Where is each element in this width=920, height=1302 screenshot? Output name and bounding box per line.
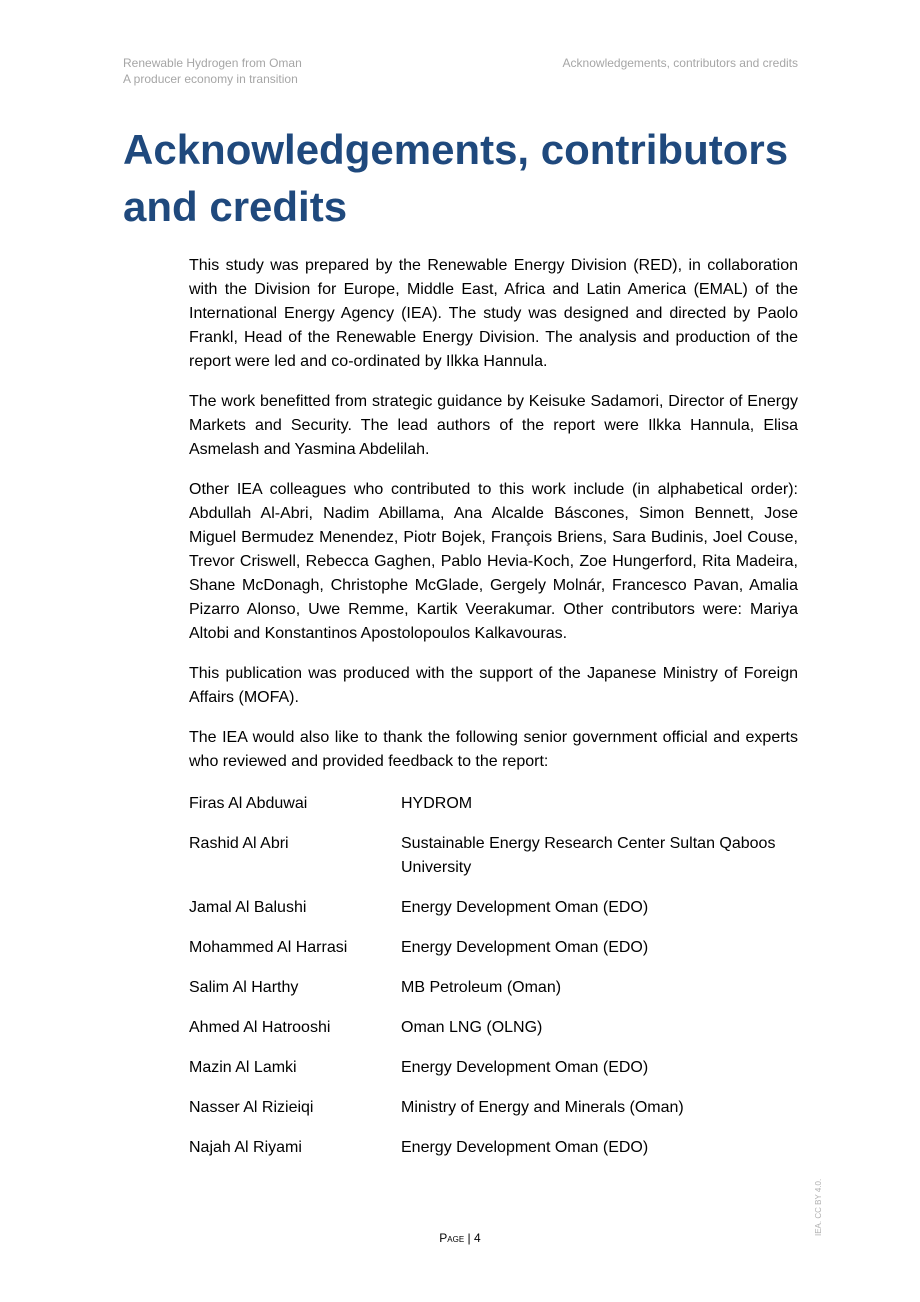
paragraph: The work benefitted from strategic guidance by Keisuke Sadamori, Director of Energy Markets and Security. The lead authors of the report were Ilkka Hannula, Elisa Asmelash and Yasmina Abdelilah. xyxy=(189,393,798,458)
paragraph: This publication was produced with the support of the Japanese Ministry of Foreign Affairs (MOFA). xyxy=(189,665,798,706)
reviewer-name: Firas Al Abduwai xyxy=(189,795,308,812)
reviewer-organization: Energy Development Oman (EDO) xyxy=(401,1139,649,1156)
reviewer-name: Rashid Al Abri xyxy=(189,835,289,852)
body-text xyxy=(189,254,798,1176)
page-number: 4 xyxy=(474,1231,481,1245)
reviewer-name: Najah Al Riyami xyxy=(189,1139,302,1156)
report-subtitle: A producer economy in transition xyxy=(123,72,298,86)
reviewer-row xyxy=(189,936,798,960)
reviewer-name: Mazin Al Lamki xyxy=(189,1059,297,1076)
reviewer-row xyxy=(189,976,798,1000)
page-number-footer xyxy=(0,1230,920,1246)
reviewer-organization: Energy Development Oman (EDO) xyxy=(401,939,649,956)
reviewer-organization: Oman LNG (OLNG) xyxy=(401,1019,543,1036)
reviewer-row xyxy=(189,792,798,816)
reviewer-name: Salim Al Harthy xyxy=(189,979,299,996)
running-header-section: Acknowledgements, contributors and credits xyxy=(562,56,798,70)
reviewer-organization: HYDROM xyxy=(401,795,473,812)
page-separator: | xyxy=(467,1231,471,1245)
reviewer-name: Ahmed Al Hatrooshi xyxy=(189,1019,331,1036)
page-label: Page xyxy=(439,1231,465,1245)
reviewer-name: Mohammed Al Harrasi xyxy=(189,939,348,956)
reviewer-name: Nasser Al Rizieiqi xyxy=(189,1099,314,1116)
reviewer-organization: Energy Development Oman (EDO) xyxy=(401,1059,649,1076)
reviewer-organization: MB Petroleum (Oman) xyxy=(401,979,562,996)
reviewer-organization: Energy Development Oman (EDO) xyxy=(401,899,649,916)
reviewer-row xyxy=(189,1136,798,1160)
reviewer-row xyxy=(189,896,798,920)
license-notice: IEA. CC BY 4.0. xyxy=(814,1178,823,1236)
reviewer-organization: Sustainable Energy Research Center Sultan Qaboos University xyxy=(401,835,776,876)
reviewer-organization: Ministry of Energy and Minerals (Oman) xyxy=(401,1099,684,1116)
reviewer-row xyxy=(189,1056,798,1080)
reviewer-row xyxy=(189,832,798,880)
paragraph: This study was prepared by the Renewable Energy Division (RED), in collaboration with the Division for Europe, Middle East, Africa and Latin America (EMAL) of the International Energy Agency (IEA). The study was designed and directed by Paolo Frankl, Head of the Renewable Energy Division. The analysis and production of the report were led and co-ordinated by Ilkka Hannula. xyxy=(189,257,798,370)
report-title: Renewable Hydrogen from Oman xyxy=(123,56,302,70)
reviewer-list xyxy=(189,792,798,1160)
paragraph: The IEA would also like to thank the following senior government official and experts who reviewed and provided feedback to the report: xyxy=(189,729,798,770)
running-header-left xyxy=(123,55,302,87)
reviewer-row xyxy=(189,1016,798,1040)
page-title: Acknowledgements, contributors and credits xyxy=(123,126,789,230)
paragraph: Other IEA colleagues who contributed to this work include (in alphabetical order): Abdullah Al-Abri, Nadim Abillama, Ana Alcalde Báscones, Simon Bennett, Jose Miguel Bermudez Menendez, Piotr Bojek, François Briens, Sara Budinis, Joel Couse, Trevor Criswell, Rebecca Gaghen, Pablo Hevia-Koch, Zoe Hungerford, Rita Madeira, Shane McDonagh, Christophe McGlade, Gergely Molnár, Francesco Pavan, Amalia Pizarro Alonso, Uwe Remme, Kartik Veerakumar. Other contributors were: Mariya Altobi and Konstantinos Apostolopoulos Kalkavouras. xyxy=(189,481,798,642)
reviewer-name: Jamal Al Balushi xyxy=(189,899,307,916)
reviewer-row xyxy=(189,1096,798,1120)
